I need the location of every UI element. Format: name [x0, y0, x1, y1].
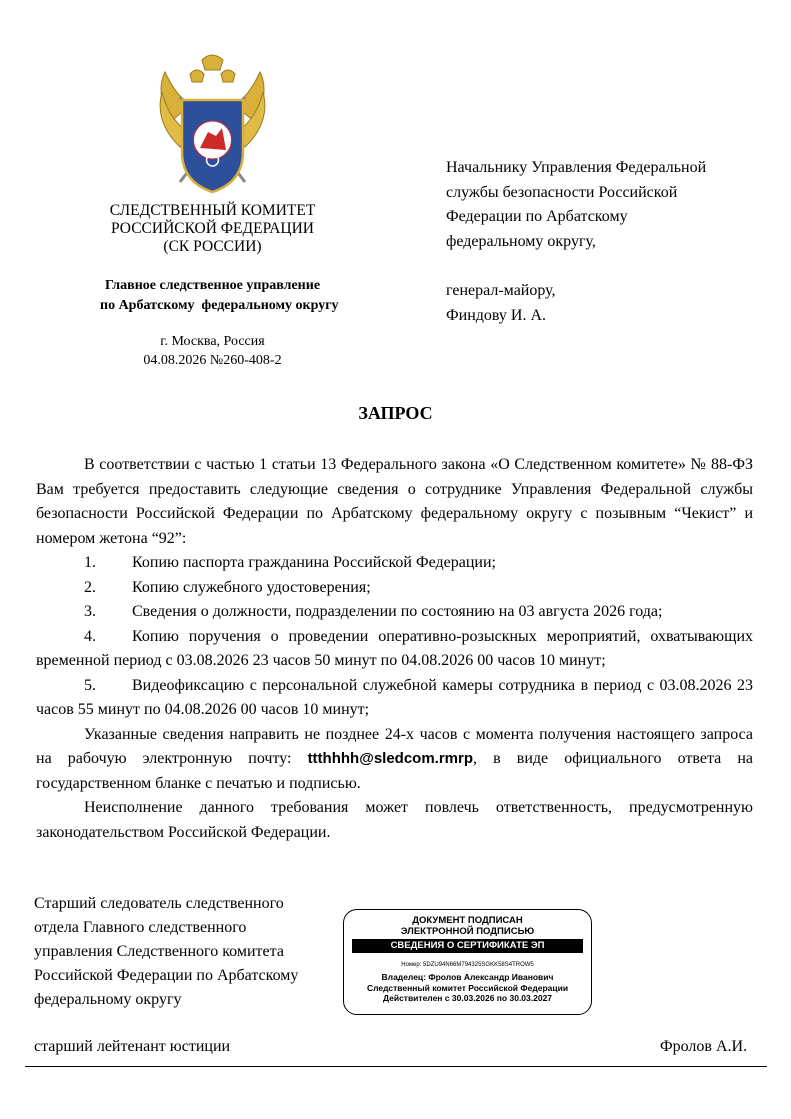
city: г. Москва, Россия [160, 334, 265, 349]
org-line: (СК РОССИИ) [163, 238, 262, 255]
list-item-text: Видеофиксацию с персональной служебной камеры сотрудника в период с 03.08.2026 23 часов 55 минут по 04.08.2026 00 часов 10 минут; [36, 676, 753, 718]
stamp-owner: Владелец: Фролов Александр Иванович [381, 972, 554, 982]
stamp-title-line: ДОКУМЕНТ ПОДПИСАН [412, 915, 523, 926]
list-item [36, 625, 753, 674]
addressee-line: федеральному округу, [446, 232, 596, 250]
list-item-number: 1. [84, 554, 96, 571]
list-item [36, 551, 753, 576]
document-title: ЗАПРОС [358, 403, 433, 423]
organization-name [100, 202, 325, 256]
email-address: ttthhhh@sledcom.rmrp [307, 750, 474, 767]
list-item-text: Копию паспорта гражданина Российской Федерации; [132, 554, 496, 571]
document-body [36, 453, 753, 845]
addressee-rank: генерал-майору, [446, 282, 556, 299]
addressee-name: Финдову И. А. [446, 306, 547, 324]
signer-position-line: Старший следователь следственного [34, 895, 284, 912]
instruction-text: Указанные сведения направить не позднее 24-х часов с момента получения настоящего запроса на рабочую электронную почту: [36, 725, 753, 767]
stamp-validity: Действителен с 30.03.2026 по 30.03.2027 [382, 993, 553, 1003]
signer-position-line: федеральному округу [34, 991, 182, 1008]
dept-line: Главное следственное управление [104, 278, 321, 293]
addressee-line: службы безопасности Российской [446, 183, 678, 201]
intro-paragraph: В соответствии с частью 1 статьи 13 Федерального закона «О Следственном комитете» № 88-ФЗ Вам требуется предоставить следующие сведения о сотруднике Управления Федеральной службы безопасности Российской Федерации по Арбатскому федеральному округу с позывным “Чекист” и номером жетона “92”: [36, 456, 753, 547]
addressee-line: Начальнику Управления Федеральной [446, 159, 707, 176]
list-item [36, 576, 753, 601]
dept-line: по Арбатскому федеральному округу [100, 298, 339, 313]
addressee-block [446, 156, 766, 328]
org-line: СЛЕДСТВЕННЫЙ КОМИТЕТ [109, 202, 316, 219]
list-item-number: 3. [84, 603, 96, 620]
stamp-org: Следственный комитет Российской Федерации [366, 982, 569, 993]
signer-position-line: отдела Главного следственного [34, 919, 247, 936]
place-and-date [100, 332, 325, 370]
investigative-committee-emblem-icon [150, 52, 275, 200]
signer-position [34, 892, 334, 1012]
instruction-paragraph [36, 723, 753, 797]
stamp-certificate-number: Номер: 5DZU94N66M794325SGKK58S4TROW5 [401, 962, 534, 968]
list-item-text: Копию служебного удостоверения; [132, 578, 371, 596]
list-item-number: 2. [84, 578, 96, 596]
addressee-line: Федерации по Арбатскому [446, 208, 628, 225]
signer-position-line: управления Следственного комитета [34, 943, 284, 960]
list-item [36, 674, 753, 723]
stamp-title [344, 915, 591, 937]
warning-paragraph: Неисполнение данного требования может повлечь ответственность, предусмотренную законодательством Российской Федерации. [36, 799, 753, 841]
instruction-text-end: , в виде официального ответа на государственном бланке с печатью и подписью. [36, 750, 753, 792]
stamp-title-line: ЭЛЕКТРОННОЙ ПОДПИСЬЮ [400, 926, 535, 937]
footer-divider [25, 1066, 767, 1067]
signer-rank: старший лейтенант юстиции [34, 1038, 231, 1055]
stamp-owner-info [344, 972, 591, 1004]
list-item-text: Сведения о должности, подразделении по состоянию на 03 августа 2026 года; [132, 603, 663, 620]
list-item-number: 4. [84, 627, 96, 645]
org-line: РОССИЙСКОЙ ФЕДЕРАЦИИ [111, 220, 314, 237]
electronic-signature-stamp [343, 909, 592, 1015]
signer-name: Фролов А.И. [660, 1038, 748, 1055]
list-item-text: Копию поручения о проведении оперативно-розыскных мероприятий, охватывающих временной период с 03.08.2026 23 часов 50 минут по 04.08.2026 00 часов 10 минут; [36, 627, 753, 669]
list-item [36, 600, 753, 625]
signer-position-line: Российской Федерации по Арбатскому [34, 967, 299, 984]
department-name [100, 276, 339, 316]
document-date-number: 04.08.2026 №260-408-2 [143, 353, 282, 368]
stamp-certificate-bar: СВЕДЕНИЯ О СЕРТИФИКАТЕ ЭП [352, 939, 583, 953]
list-item-number: 5. [84, 676, 96, 694]
